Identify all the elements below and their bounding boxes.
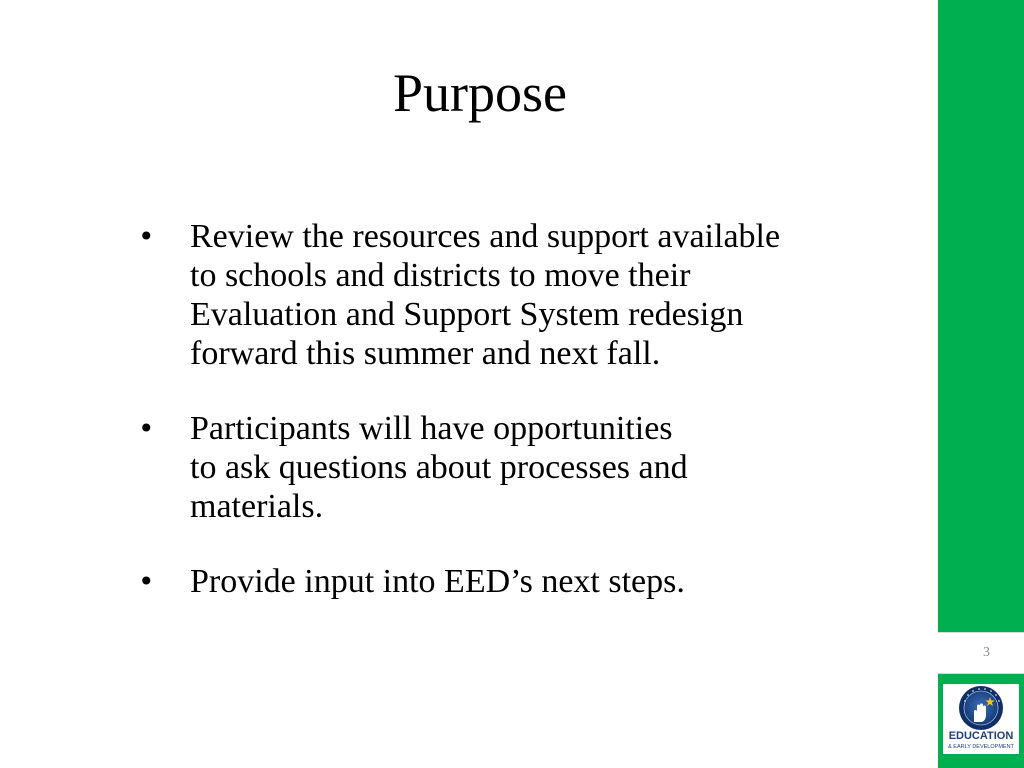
bullet-item: [138, 409, 928, 526]
logo-title: EDUCATION: [948, 730, 1014, 742]
bullet-line: Evaluation and Support System redesign: [190, 296, 744, 333]
bullet-line: materials.: [190, 488, 324, 525]
bullet-marker: •: [138, 220, 155, 253]
slide-title: Purpose: [393, 63, 567, 123]
bullet-line: forward this summer and next fall.: [190, 335, 661, 372]
bullet-marker: •: [138, 565, 155, 598]
alaska-eed-seal-icon: [943, 684, 1019, 732]
eed-logo: [943, 684, 1019, 754]
bullet-line: Participants will have opportunities: [190, 410, 673, 447]
page-number-box: [938, 632, 1024, 674]
bullet-line: to schools and districts to move their: [190, 257, 691, 294]
bullet-marker: •: [138, 412, 155, 445]
bullet-list: [138, 217, 928, 601]
bullet-item: [138, 217, 928, 373]
bullet-text: [190, 217, 928, 373]
bullet-item: [138, 562, 928, 601]
bullet-line: Provide input into EED’s next steps.: [190, 563, 685, 600]
bullet-line: to ask questions about processes and: [190, 449, 688, 486]
bullet-text: [190, 562, 928, 601]
bullet-text: [190, 409, 928, 526]
bullet-line: Review the resources and support available: [190, 218, 781, 255]
logo-subtitle: & EARLY DEVELOPMENT: [948, 744, 1014, 750]
page-number: 3: [983, 645, 990, 660]
